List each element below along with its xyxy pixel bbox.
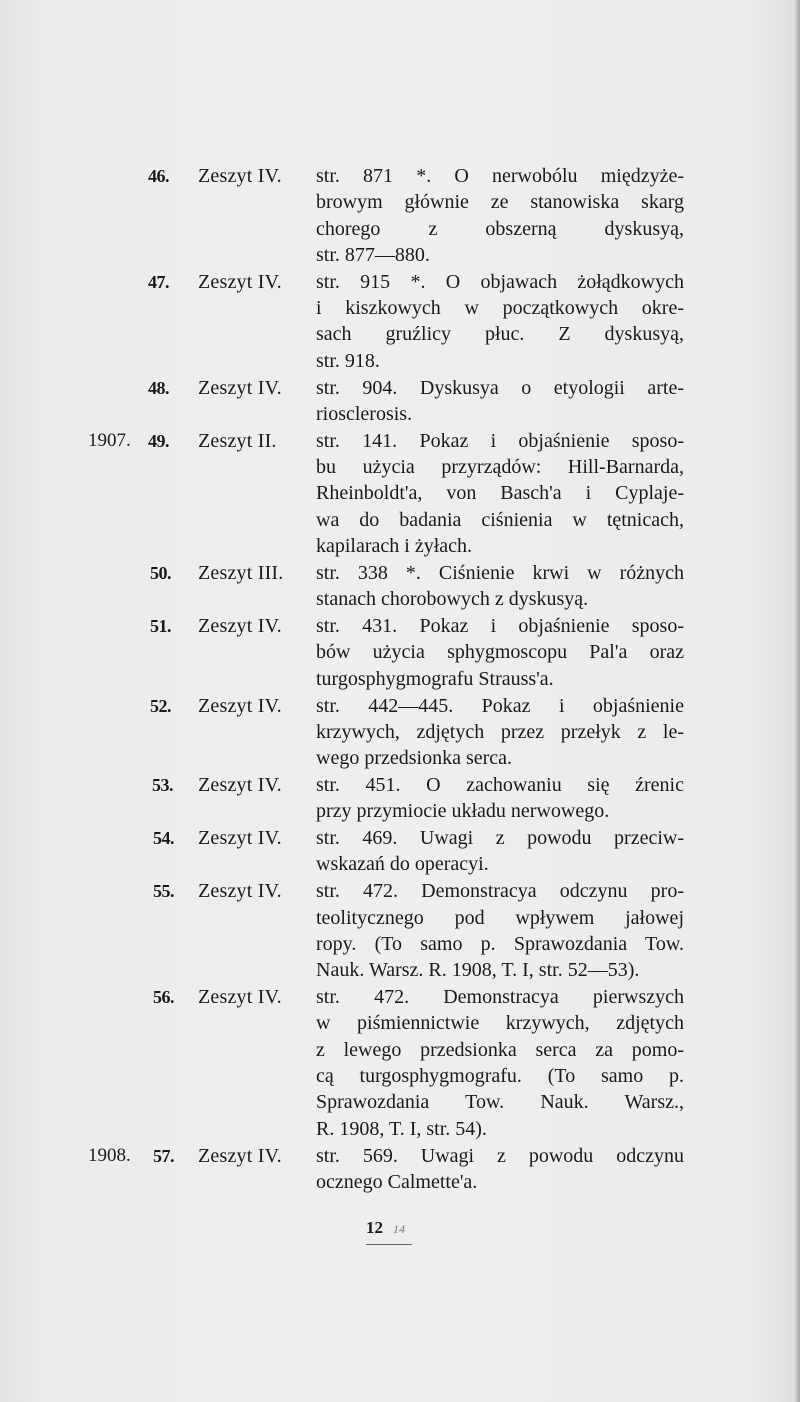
bibliography-entry [0, 613, 800, 692]
entry-line: kapilarach i żyłach. [316, 534, 473, 557]
entry-line: krzywych, zdjętych przez przełyk z le- [316, 720, 684, 743]
entry-number: 57. [153, 1145, 174, 1166]
entry-description [316, 825, 684, 878]
entry-line: str. 904. Dyskusya o etyologii arte- [316, 376, 684, 399]
entry-issue: Zeszyt IV. [198, 694, 282, 717]
bibliography-entry [0, 878, 800, 984]
entry-line: str. 871 *. O nerwobólu międzyże- [316, 165, 684, 187]
entry-line: teolitycznego pod wpływem jałowej [316, 906, 684, 929]
entry-year: 1908. [88, 1144, 131, 1166]
entry-line: Sprawozdania Tow. Nauk. Warsz., [316, 1091, 684, 1114]
entry-description [316, 269, 684, 375]
entry-issue: Zeszyt IV. [198, 1144, 282, 1167]
entry-line: str. 451. O zachowaniu się źrenic [316, 773, 684, 796]
entry-line: chorego z obszerną dyskusyą, [316, 217, 684, 240]
entry-issue: Zeszyt III. [198, 561, 284, 584]
entry-line: str. 915 *. O objawach żołądkowych [316, 270, 684, 293]
entry-issue: Zeszyt IV. [198, 880, 282, 903]
entry-description [316, 613, 684, 692]
entry-issue: Zeszyt IV. [198, 270, 282, 293]
bibliography-entry [0, 560, 800, 613]
entry-number: 55. [153, 881, 174, 902]
entry-number: 56. [153, 987, 174, 1008]
entry-description [316, 375, 684, 428]
entry-line: str. 569. Uwagi z powodu odczynu [316, 1144, 684, 1167]
handwritten-page-note: 14 [393, 1222, 405, 1236]
entry-description [316, 560, 684, 613]
bibliography-list [0, 163, 800, 1196]
entry-line: Nauk. Warsz. R. 1908, T. I, str. 52—53). [316, 959, 640, 982]
entry-line: sach gruźlicy płuc. Z dyskusyą, [316, 323, 684, 346]
entry-line: Rheinboldt'a, von Basch'a i Cyplaje- [316, 482, 684, 505]
entry-description [316, 772, 684, 825]
bibliography-entry [0, 1143, 800, 1196]
bibliography-entry [0, 984, 800, 1142]
entry-issue: Zeszyt IV. [198, 986, 282, 1009]
entry-line: wskazań do operacyi. [316, 853, 489, 876]
entry-issue: Zeszyt IV. [198, 615, 282, 638]
entry-line: str. 472. Demonstracya odczynu pro- [316, 880, 684, 903]
entry-number: 46. [148, 166, 169, 186]
entry-line: wa do badania ciśnienia w tętnicach, [316, 508, 684, 531]
entry-number: 53. [152, 774, 173, 795]
entry-description [316, 984, 684, 1142]
entry-line: stanach chorobowych z dyskusyą. [316, 588, 589, 611]
entry-description [316, 1143, 684, 1196]
entry-line: bu użycia przyrządów: Hill-Barnarda, [316, 456, 684, 479]
entry-number: 49. [148, 430, 169, 451]
entry-line: i kiszkowych w początkowych okre- [316, 297, 684, 320]
entry-line: str. 469. Uwagi z powodu przeciw- [316, 827, 684, 850]
entry-number: 48. [148, 377, 169, 398]
bibliography-entry [0, 163, 800, 269]
entry-number: 52. [150, 695, 171, 716]
entry-line: ocznego Calmette'a. [316, 1170, 478, 1193]
entry-line: w piśmiennictwie krzywych, zdjętych [316, 1012, 684, 1035]
entry-line: przy przymiocie układu nerwowego. [316, 800, 610, 823]
entry-line: str. 431. Pokaz i objaśnienie sposo- [316, 615, 684, 638]
entry-year: 1907. [88, 429, 131, 451]
bibliography-entry [0, 428, 800, 560]
entry-line: wego przedsionka serca. [316, 747, 513, 770]
entry-line: bów użycia sphygmoscopu Pal'a oraz [316, 641, 684, 664]
entry-line: z lewego przedsionka serca za pomo- [316, 1038, 684, 1061]
entry-issue: Zeszyt IV. [198, 773, 282, 796]
entry-issue: Zeszyt IV. [198, 376, 282, 399]
entry-number: 47. [148, 271, 169, 292]
page-number: 12 [366, 1218, 383, 1237]
bibliography-entry [0, 693, 800, 772]
bibliography-entry [0, 825, 800, 878]
entry-line: str. 442—445. Pokaz i objaśnienie [316, 694, 684, 717]
entry-line: str. 877—880. [316, 243, 430, 266]
entry-line: ropy. (To samo p. Sprawozdania Tow. [316, 932, 684, 955]
bibliography-entry [0, 375, 800, 428]
entry-description [316, 163, 684, 269]
entry-issue: Zeszyt II. [198, 429, 277, 452]
entry-issue: Zeszyt IV. [198, 165, 282, 187]
entry-line: R. 1908, T. I, str. 54). [316, 1117, 487, 1140]
footer-rule [366, 1244, 412, 1245]
entry-line: cą turgosphygmografu. (To samo p. [316, 1065, 684, 1088]
entry-number: 50. [150, 562, 171, 583]
entry-line: str. 472. Demonstracya pierwszych [316, 986, 684, 1009]
entry-line: str. 918. [316, 349, 380, 372]
entry-description [316, 428, 684, 560]
entry-issue: Zeszyt IV. [198, 827, 282, 850]
entry-number: 51. [150, 616, 171, 637]
entry-number: 54. [153, 828, 174, 849]
entry-line: str. 141. Pokaz i objaśnienie sposo- [316, 429, 684, 452]
bibliography-entry [0, 269, 800, 375]
entry-description [316, 878, 684, 984]
entry-line: riosclerosis. [316, 402, 413, 425]
entry-line: str. 338 *. Ciśnienie krwi w różnych [316, 561, 684, 584]
entry-line: browym głównie ze stanowiska skarg [316, 191, 684, 214]
entry-line: turgosphygmografu Strauss'a. [316, 667, 554, 690]
bibliography-entry [0, 772, 800, 825]
entry-description [316, 693, 684, 772]
